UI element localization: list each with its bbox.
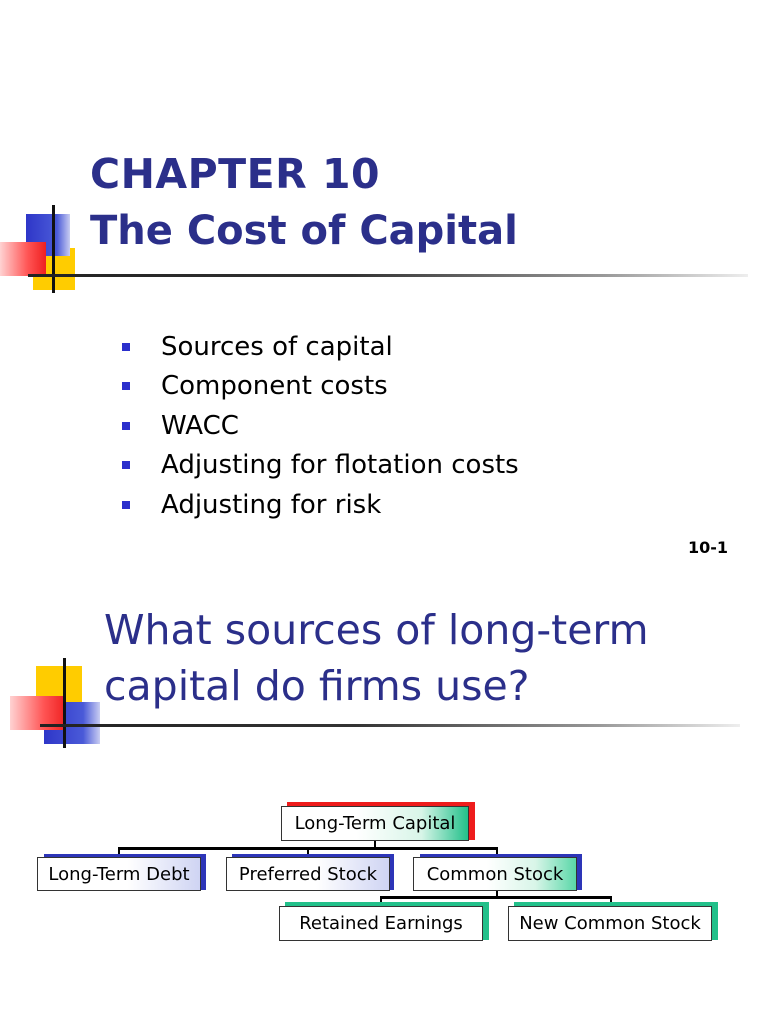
title-underline bbox=[28, 274, 748, 277]
title-underline bbox=[40, 724, 740, 727]
list-item: Adjusting for flotation costs bbox=[122, 446, 519, 486]
bullet-square-icon bbox=[122, 501, 130, 509]
org-node-long-term-debt bbox=[37, 857, 201, 891]
org-node-root bbox=[281, 806, 469, 841]
list-item: Adjusting for risk bbox=[122, 485, 519, 525]
bullet-square-icon bbox=[122, 382, 130, 390]
connector bbox=[380, 896, 612, 899]
org-node-label: New Common Stock bbox=[519, 913, 701, 934]
org-node-preferred-stock bbox=[226, 857, 390, 891]
deco-vertical-line bbox=[52, 205, 55, 293]
deco-vertical-line bbox=[63, 658, 66, 748]
list-item: Sources of capital bbox=[122, 327, 519, 367]
slide-title: What sources of long-term capital do firms use? bbox=[104, 606, 649, 710]
bullet-square-icon bbox=[122, 422, 130, 430]
chapter-title: CHAPTER 10 bbox=[90, 150, 381, 198]
bullet-square-icon bbox=[122, 343, 130, 351]
page-number: 10-1 bbox=[687, 538, 728, 557]
deco-red-square bbox=[0, 242, 46, 276]
list-item: Component costs bbox=[122, 367, 519, 407]
topic-list bbox=[122, 327, 519, 525]
org-node-common-stock bbox=[413, 857, 577, 891]
org-node-label: Retained Earnings bbox=[299, 913, 463, 934]
org-node-label: Long-Term Debt bbox=[48, 863, 190, 885]
slide-2 bbox=[0, 580, 768, 1024]
org-node-label: Long-Term Capital bbox=[294, 813, 456, 834]
list-item: WACC bbox=[122, 406, 519, 446]
org-node-label: Preferred Stock bbox=[238, 863, 378, 885]
bullet-square-icon bbox=[122, 461, 130, 469]
org-node-new-common-stock bbox=[508, 906, 712, 941]
chapter-subtitle: The Cost of Capital bbox=[90, 208, 518, 254]
org-node-retained-earnings bbox=[279, 906, 483, 941]
org-node-label: Common Stock bbox=[426, 863, 564, 885]
